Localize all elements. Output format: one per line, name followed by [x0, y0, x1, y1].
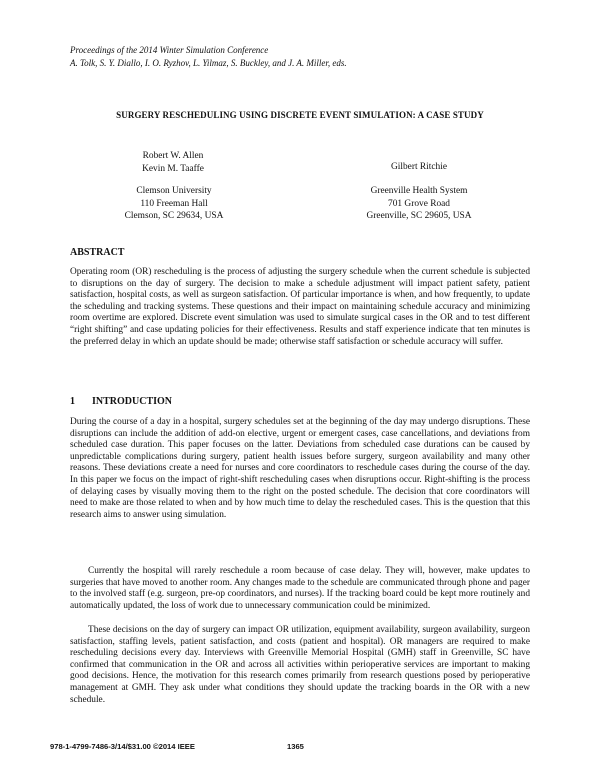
author-name: Gilbert Ritchie [391, 162, 447, 172]
introduction-paragraph-3: These decisions on the day of surgery can impact OR utilization, equipment availability, surgeon availability, surgeon satisfaction, staffing levels, patient satisfaction, and costs (patient and hospital). OR managers are required to make rescheduling decisions every day. Interviews with Greenville Memorial Hospital (GMH) staff in Greenville, SC have confirmed that communication in the OR and across all activities within perioperative services are important to making good decisions. Hence, the motivation for this research comes primarily from research questions posed by perioperative management at GMH. They ask under what conditions they should update the tracking boards in the OR with a new schedule. [70, 625, 530, 705]
proceedings-header [70, 44, 347, 70]
affiliation-right [346, 185, 492, 223]
abstract-text: Operating room (OR) rescheduling is the process of adjusting the surgery schedule when the current schedule is subjected to disruptions on the day of surgery. The decision to make a schedule adjustment will impact patient safety, patient satisfaction, hospital costs, as well as surgeon satisfaction. Of particular importance is when, and how frequently, to update the scheduling and tracking systems. These questions and their impact on maintaining schedule accuracy and minimizing room overtime are explored. Discrete event simulation was used to simulate surgical cases in the OR and to test different “right shifting” and case updating policies for their effectiveness. Results and staff experience indicate that ten minutes is the preferred delay in which an update should be made; otherwise staff satisfaction or schedule accuracy will suffer. [70, 267, 530, 347]
author-names-right [356, 161, 482, 174]
introduction-paragraph-2: Currently the hospital will rarely reschedule a room because of case delay. They will, however, make updates to surgeries that have moved to another room. Any changes made to the schedule are communicated through phone and pager to the involved staff (e.g. surgeon, pre-op coordinators, and nurses). If the tracking board could be kept more routinely and automatically updated, the loss of work due to unnecessary communication could be minimized. [70, 566, 530, 611]
proceedings-title: Proceedings of the 2014 Winter Simulation Conference [70, 45, 269, 55]
affiliation-left [100, 185, 248, 223]
author-name: Kevin M. Taaffe [142, 163, 204, 174]
affiliation-line: Greenville Health System [370, 186, 468, 196]
page-number: 1365 [287, 742, 304, 751]
affiliation-line: Clemson, SC 29634, USA [124, 211, 224, 222]
paper-title: SURGERY RESCHEDULING USING DISCRETE EVENT SIMULATION: A CASE STUDY [116, 110, 484, 120]
introduction-heading [70, 396, 172, 407]
footer-isbn: 978-1-4799-7486-3/14/$31.00 ©2014 IEEE [50, 742, 195, 751]
affiliation-line: Clemson University [136, 186, 212, 196]
author-names-left [118, 150, 228, 175]
section-number: 1 [70, 396, 75, 407]
abstract-heading: ABSTRACT [70, 247, 125, 258]
affiliation-line: 701 Grove Road [388, 198, 450, 209]
section-title: INTRODUCTION [92, 396, 173, 407]
introduction-paragraph-1: During the course of a day in a hospital, surgery schedules set at the beginning of the day may undergo disruptions. These disruptions can include the addition of add-on elective, urgent or emergent cases, case cancellations, and deviations from scheduled case duration. This paper focuses on the latter. Deviations from scheduled case durations can be caused by unpredictable complications during surgery, patient health issues before surgery, surgeon availability and many other reasons. These deviations create a need for nurses and core coordinators to reschedule cases during the course of the day. In this paper we focus on the impact of right-shift rescheduling cases when disruptions occur. Right-shifting is the process of delaying cases by visually moving them to the right on the posted schedule. The decision that core coordinators will need to make are those related to when and by how much time to delay the rescheduled cases. This is the question that this research aims to answer using simulation. [70, 417, 530, 520]
author-name: Robert W. Allen [142, 151, 204, 161]
affiliation-line: 110 Freeman Hall [140, 198, 208, 209]
proceedings-editors: A. Tolk, S. Y. Diallo, I. O. Ryzhov, L. Yilmaz, S. Buckley, and J. A. Miller, eds. [70, 58, 347, 68]
affiliation-line: Greenville, SC 29605, USA [366, 211, 472, 222]
